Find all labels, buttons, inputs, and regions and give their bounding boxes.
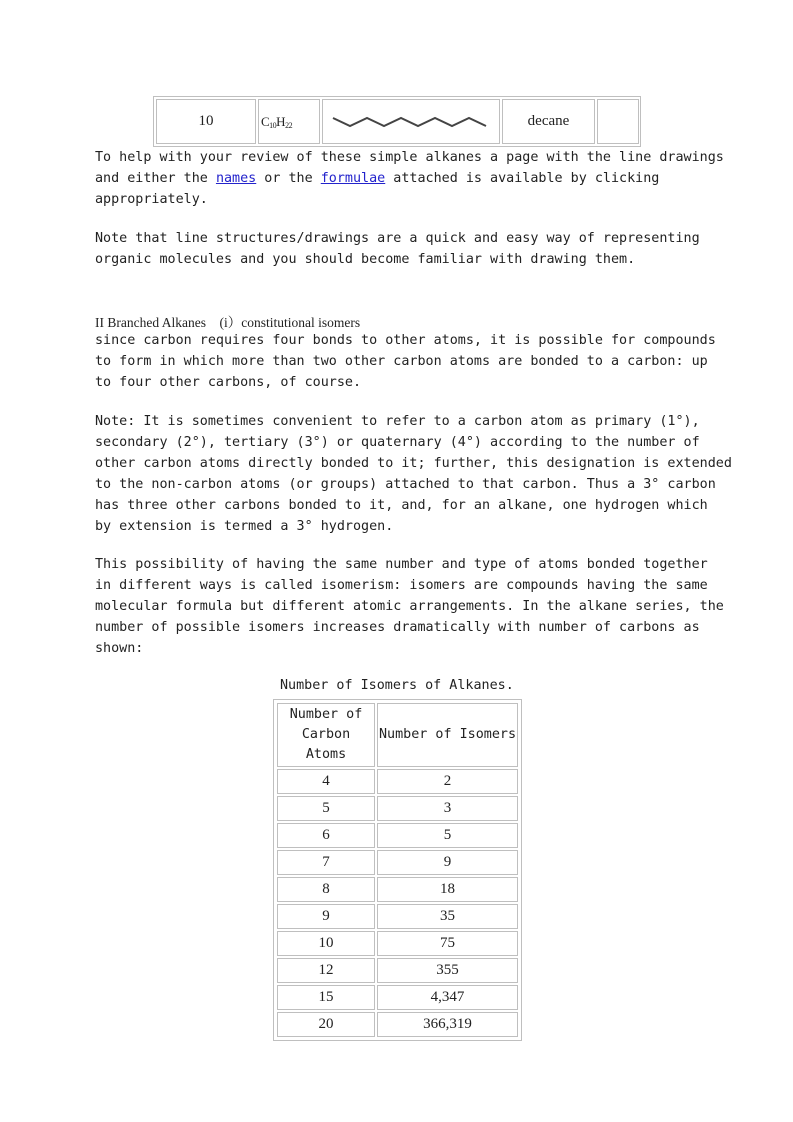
isomers-cell: 5 [377, 823, 518, 848]
carbon-count-cell: 10 [156, 99, 256, 144]
carbon-atoms-cell: 9 [277, 904, 375, 929]
empty-cell [597, 99, 639, 144]
alkane-row-table [153, 96, 641, 147]
structure-cell [322, 99, 500, 144]
carbon-atoms-cell: 4 [277, 769, 375, 794]
carbon-atoms-cell: 15 [277, 985, 375, 1010]
carbon-atoms-cell: 6 [277, 823, 375, 848]
line-structures-note: Note that line structures/drawings are a quick and easy way of representing organic molecules and you should become familiar with drawing them. [95, 231, 700, 267]
carbon-atoms-cell: 12 [277, 958, 375, 983]
isomers-cell: 3 [377, 796, 518, 821]
isomer-table [273, 699, 522, 1041]
isomers-cell: 9 [377, 850, 518, 875]
table-row [277, 769, 518, 794]
carbon-atoms-cell: 8 [277, 877, 375, 902]
carbon-atoms-cell: 5 [277, 796, 375, 821]
table-row [277, 904, 518, 929]
isomerism-paragraph: This possibility of having the same number and type of atoms bonded together in different ways is called isomerism: isomers are compounds having the same molecular formula but different atomic arrangements. In the alkane series, the number of possible isomers increases dramatically with number of carbons as shown: [95, 557, 724, 656]
table-row [277, 877, 518, 902]
formula-cell [258, 99, 320, 144]
isomers-cell: 35 [377, 904, 518, 929]
table-row [277, 958, 518, 983]
alkane-name-cell: decane [502, 99, 595, 144]
isomers-cell: 75 [377, 931, 518, 956]
decane-line-structure-icon [331, 114, 491, 130]
table-row [277, 1012, 518, 1037]
isomers-cell: 4,347 [377, 985, 518, 1010]
table-row [277, 823, 518, 848]
carbon-atoms-cell: 10 [277, 931, 375, 956]
review-paragraph: To help with your review of these simple alkanes a page with the line drawings and either the names or the formulae attached is available by clicking appropriately. [95, 150, 724, 207]
isomers-cell: 18 [377, 877, 518, 902]
isomers-cell: 2 [377, 769, 518, 794]
formulae-link[interactable]: formulae [320, 171, 386, 186]
isomer-table-body [277, 769, 518, 1037]
names-link[interactable]: names [215, 171, 257, 186]
carbon-atoms-cell: 20 [277, 1012, 375, 1037]
isomers-cell: 355 [377, 958, 518, 983]
column-header-isomers: Number of Isomers [377, 703, 518, 767]
column-header-carbon-atoms: Number of Carbon Atoms [277, 703, 375, 767]
table-row [277, 931, 518, 956]
isomers-cell: 366,319 [377, 1012, 518, 1037]
table-row [277, 796, 518, 821]
carbon-atoms-cell: 7 [277, 850, 375, 875]
table-row [277, 850, 518, 875]
table-row [277, 985, 518, 1010]
since-carbon-paragraph: since carbon requires four bonds to other atoms, it is possible for compounds to form in which more than two other carbon atoms are bonded to a carbon: up to four other carbons, of course. [95, 333, 716, 390]
carbon-classification-note: Note: It is sometimes convenient to refer to a carbon atom as primary (1°), secondary (2°), tertiary (3°) or quaternary (4°) according to the number of other carbon atoms directly bonded to it; further, this designation is extended to the non-carbon atoms (or groups) attached to that carbon. Thus a 3° carbon has three other carbons bonded to it, and, for an alkane, one hydrogen which by extension is termed a 3° hydrogen. [95, 414, 732, 534]
section-heading: II Branched Alkanes (i）constitutional isomers [95, 315, 361, 330]
molecular-formula: $C_{10}H_{22}$ [261, 113, 293, 130]
table-caption: Number of Isomers of Alkanes. [280, 678, 514, 693]
